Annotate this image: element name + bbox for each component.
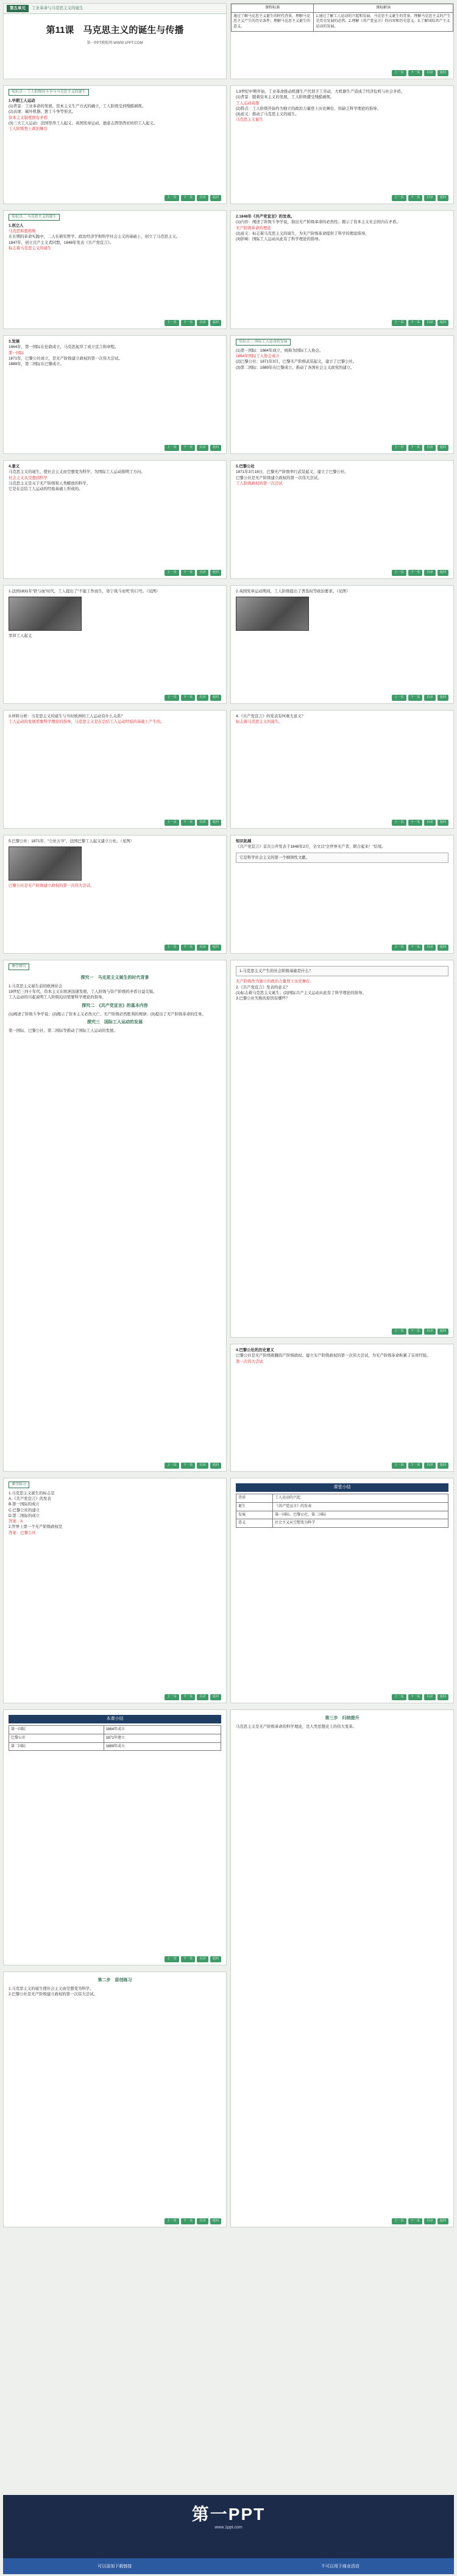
history-photo <box>236 597 309 631</box>
back-button[interactable]: 返回 <box>210 1694 221 1700</box>
back-button[interactable]: 返回 <box>438 70 448 76</box>
text: 1.马克思主义诞生前的欧洲社会 <box>9 984 63 988</box>
slide-review <box>3 1709 227 1965</box>
back-button[interactable]: 返回 <box>210 1956 221 1962</box>
toc-button[interactable]: 目录 <box>197 945 208 951</box>
option-b: B.第一国际的成立 <box>9 1502 40 1507</box>
slide-paris-commune <box>230 460 454 579</box>
toc-button[interactable]: 目录 <box>424 1463 435 1469</box>
table-cell: 诞生 <box>236 1502 273 1511</box>
toc-button[interactable]: 目录 <box>424 820 435 826</box>
heading: 1.创立人 <box>9 223 24 228</box>
next-button[interactable]: 下一页 <box>408 695 423 701</box>
toc-button[interactable]: 目录 <box>197 695 208 701</box>
answer-text: 标志着马克思主义的诞生 <box>9 246 52 250</box>
back-button[interactable]: 返回 <box>438 320 448 326</box>
slide-nav <box>392 695 448 701</box>
answer-text: 答案：巴黎公社 <box>9 1530 36 1535</box>
back-button[interactable]: 返回 <box>210 820 221 826</box>
question-text: 1.法国1831年“铁与血”时代，工人提出了“不能工作而生，毋宁战斗而死”的口号。（见图） <box>9 589 160 594</box>
table-cell: 背景 <box>236 1494 273 1503</box>
answer-text: 无产阶级作为独立的政治力量登上历史舞台。 <box>236 979 314 984</box>
slide-nav <box>165 1694 221 1700</box>
text: 2.《共产党宣言》发表的意义？ <box>236 985 290 990</box>
toc-button[interactable]: 目录 <box>197 195 208 201</box>
slide-nav <box>392 1329 448 1335</box>
table-head: 课标解读 <box>314 4 453 13</box>
next-button[interactable]: 下一页 <box>181 820 196 826</box>
table-cell: 通过了解马克思主义诞生的时代背景，理解马克思主义产生的历史条件；理解马克思主义诞生的意义。 <box>232 12 314 31</box>
table-head: 课程标准 <box>232 4 314 13</box>
knowledge-tag: 知识点三 国际工人运动的发展 <box>236 339 291 346</box>
answer-text: 马克思和恩格斯 <box>9 229 36 233</box>
slide-nav <box>165 570 221 576</box>
prev-button[interactable]: 上一页 <box>165 320 179 326</box>
slide-standards <box>230 3 454 79</box>
next-button[interactable]: 下一页 <box>408 445 423 451</box>
toc-button[interactable]: 目录 <box>424 695 435 701</box>
heading: 3.发展 <box>9 339 20 344</box>
footer-banner <box>3 2495 454 2574</box>
next-button[interactable]: 下一页 <box>408 70 423 76</box>
toc-button[interactable]: 目录 <box>197 570 208 576</box>
prev-button[interactable]: 上一页 <box>392 195 406 201</box>
next-button[interactable]: 下一页 <box>408 195 423 201</box>
prev-button[interactable]: 上一页 <box>392 695 406 701</box>
prev-button[interactable]: 上一页 <box>165 945 179 951</box>
next-button[interactable]: 下一页 <box>408 1694 423 1700</box>
next-button[interactable]: 下一页 <box>408 570 423 576</box>
knowledge-tag: 知识点一 工人阶级的斗争与马克思主义的诞生 <box>9 89 89 96</box>
text: 1864年，第一国际在伦敦成立，马克思起草了成立宣言和章程。 <box>9 345 119 350</box>
back-button[interactable]: 返回 <box>438 445 448 451</box>
brand-url: www.1ppt.com <box>214 2525 243 2530</box>
slide-nav <box>165 1956 221 1962</box>
answer-text: 第一次伟大尝试 <box>236 1359 263 1364</box>
slide-exercise <box>3 1478 227 1703</box>
answer-text: 标志着马克思主义的诞生。 <box>236 720 283 725</box>
prev-button[interactable]: 上一页 <box>392 1329 406 1335</box>
text: (3)第二国际：1889年在巴黎成立，推动了各国社会主义政党的建立。 <box>236 365 355 370</box>
next-button[interactable]: 下一页 <box>408 945 423 951</box>
prev-button[interactable]: 上一页 <box>392 320 406 326</box>
question-text: 1.马克思主义诞生的标志是 <box>9 1491 55 1496</box>
table-cell: 巴黎公社 <box>9 1734 104 1742</box>
slide-nav <box>392 70 448 76</box>
standards-table <box>231 4 453 32</box>
next-button[interactable]: 下一页 <box>181 945 196 951</box>
table-cell: 意义 <box>236 1519 273 1528</box>
text: 在长期的革命实践中，二人在研究哲学、政治经济学和科学社会主义的基础上，创立了马克思主义。 <box>9 235 180 240</box>
table-row <box>236 1511 448 1519</box>
prev-button[interactable]: 上一页 <box>165 1694 179 1700</box>
footer-bar <box>3 2558 454 2574</box>
slide-summary <box>230 1478 454 1703</box>
section-title: 探究二 《共产党宣言》的基本内容 <box>82 1003 148 1008</box>
question-text: 4.《共产党宣言》的发表有何重大意义？ <box>236 714 305 719</box>
toc-button[interactable]: 目录 <box>197 1694 208 1700</box>
unit-badge: 第五单元 <box>7 5 29 12</box>
next-button[interactable]: 下一页 <box>181 1694 196 1700</box>
slide-question-4 <box>230 710 454 829</box>
toc-button[interactable]: 目录 <box>197 1956 208 1962</box>
back-button[interactable]: 返回 <box>210 1463 221 1469</box>
answer-text: 答案：A <box>9 1519 23 1524</box>
prev-button[interactable]: 上一页 <box>165 195 179 201</box>
answer-text: 工人阶级登上政治舞台 <box>9 127 48 132</box>
slide-nav <box>392 1463 448 1469</box>
slide-nav <box>165 320 221 326</box>
prev-button[interactable]: 上一页 <box>165 695 179 701</box>
table-row <box>236 1502 448 1511</box>
slide-significance <box>3 460 227 579</box>
prev-button[interactable]: 上一页 <box>392 945 406 951</box>
back-button[interactable]: 返回 <box>438 695 448 701</box>
slide-nav <box>165 1463 221 1469</box>
toc-button[interactable]: 目录 <box>197 445 208 451</box>
prev-button[interactable]: 上一页 <box>165 820 179 826</box>
next-button[interactable]: 下一页 <box>181 445 196 451</box>
slide-title <box>3 3 227 79</box>
prev-button[interactable]: 上一页 <box>165 1463 179 1469</box>
slide-manifesto <box>230 210 454 329</box>
footer-link-download[interactable]: 可以添加下载链接 <box>97 2564 132 2569</box>
table-cell: 发展 <box>236 1511 273 1519</box>
next-button[interactable]: 下一页 <box>181 570 196 576</box>
question-box: 1.马克思主义产生的社会阶级基础是什么？ <box>236 966 448 976</box>
knowledge-tag: 知识点二 马克思主义的诞生 <box>9 214 60 221</box>
table-row <box>9 1726 221 1734</box>
slide-inquiry <box>3 960 227 1472</box>
slide-nav <box>392 1694 448 1700</box>
back-button[interactable]: 返回 <box>438 945 448 951</box>
back-button[interactable]: 返回 <box>210 195 221 201</box>
slide-practice <box>3 1971 227 2227</box>
question-text: 2.英国宪章运动期间，工人阶级提出了普选权等政治要求。（见图） <box>236 589 350 594</box>
prev-button[interactable]: 上一页 <box>392 445 406 451</box>
heading: 2.1848年《共产党宣言》的发表。 <box>236 215 295 219</box>
table-cell: 1864年成立 <box>104 1726 221 1734</box>
text: 1889年，第二国际在巴黎成立。 <box>9 362 64 367</box>
back-button[interactable]: 返回 <box>438 2218 448 2224</box>
text: (3)三大工人运动：法国里昂工人起义、英国宪章运动、德意志西里西亚纺织工人起义。 <box>9 121 158 126</box>
back-button[interactable]: 返回 <box>210 570 221 576</box>
back-button[interactable]: 返回 <box>210 2218 221 2224</box>
photo-caption: 里昂工人起义 <box>9 634 32 639</box>
prev-button[interactable]: 上一页 <box>165 2218 179 2224</box>
answer-text: 工人阶级政权的第一次尝试 <box>236 481 283 486</box>
exercise-tag: 课堂练习 <box>9 1481 29 1488</box>
section-title: 探究一 马克思主义诞生的时代背景 <box>80 975 149 980</box>
answer-text: 工人运动高涨 <box>236 101 260 105</box>
slide-nav <box>165 445 221 451</box>
back-button[interactable]: 返回 <box>438 195 448 201</box>
history-photo <box>9 597 82 631</box>
text: (2)表现：破坏机器、罢工斗争等形式。 <box>9 110 76 115</box>
answer-text: 资本主义制度固有矛盾 <box>9 115 48 120</box>
table-row <box>9 1742 221 1751</box>
text: 1871年，巴黎公社成立，是无产阶级建立政权的第一次伟大尝试。 <box>9 356 122 361</box>
text: (1)背景：随着资本主义的发展，工人阶级遭受残酷剥削。 <box>236 95 335 100</box>
question-text: 2.世界上第一个无产阶级政权是 <box>9 1525 63 1530</box>
brand-logo: 第一PPT <box>191 2505 266 2524</box>
info-box: 它是科学社会主义的第一个纲领性文献。 <box>236 853 448 863</box>
back-button[interactable]: 返回 <box>210 695 221 701</box>
prev-button[interactable]: 上一页 <box>392 570 406 576</box>
answer-text: 社会主义从空想到科学 <box>9 475 48 480</box>
back-button[interactable]: 返回 <box>210 445 221 451</box>
table-cell: 第一国际、巴黎公社、第二国际 <box>273 1511 448 1519</box>
text: 1.马克思主义的诞生使社会主义由空想变为科学。 <box>9 1987 94 1992</box>
slide-nav <box>392 2218 448 2224</box>
answer-text: 第一国际 <box>9 350 24 355</box>
next-button[interactable]: 下一页 <box>181 1956 196 1962</box>
text: 巴黎公社是无产阶级建立政权的第一次伟大尝试。 <box>236 475 322 480</box>
heading: 4.意义 <box>9 464 20 469</box>
review-table <box>9 1725 221 1751</box>
section-title: 第二步 原创练习 <box>97 1978 132 1982</box>
text: (1)内容：阐述了阶级斗争学说，指出无产阶级革命的必然性；揭示了资本主义社会的内在矛盾。 <box>236 220 400 225</box>
slide-knowledge-1b <box>230 85 454 204</box>
text: (2)意义：标志着马克思主义的诞生，为无产阶级革命提供了科学的理论指导。 <box>236 231 369 236</box>
review-banner: 本课小结 <box>9 1715 221 1723</box>
next-button[interactable]: 下一页 <box>181 1463 196 1469</box>
answer-text: 工人运动的发展需要科学理论的指导，马克思主义是在总结工人运动经验的基础上产生的。 <box>9 720 165 725</box>
heading: 5.巴黎公社 <box>236 464 255 469</box>
prev-button[interactable]: 上一页 <box>392 1463 406 1469</box>
table-cell: 1.通过了解工人运动的兴起和发展、马克思主义诞生的背景，理解马克思主义的产生是历史发展的必然。2.理解《共产党宣言》的内容和历史意义。3.了解国际共产主义运动的发展。 <box>314 12 453 31</box>
lesson-title: 第11课 马克思主义的诞生与传播 <box>46 25 184 35</box>
heading: 知识拓展 <box>236 839 252 843</box>
slide-nav <box>165 195 221 201</box>
answer-text: 无产阶级革命的理论 <box>236 225 271 230</box>
back-button[interactable]: 返回 <box>438 1694 448 1700</box>
toc-button[interactable]: 目录 <box>424 945 435 951</box>
text: (1)背景：工业革命的发展，资本主义生产方式的确立，工人阶级受到残酷剥削。 <box>9 104 146 108</box>
text: 2.巴黎公社是无产阶级建立政权的第一次伟大尝试。 <box>9 1992 97 1997</box>
prev-button[interactable]: 上一页 <box>392 1694 406 1700</box>
slide-nav <box>165 945 221 951</box>
table-row <box>236 1519 448 1528</box>
text: (1)第一国际：1864年成立，统称为国际工人协会。 <box>236 348 324 353</box>
footer-note: 不可以用于商业活动 <box>321 2564 360 2569</box>
text: 巴黎公社是无产阶级推翻资产阶级政权、建立无产阶级政权的第一次伟大尝试，为无产阶级革命积累了宝贵经验。 <box>236 1354 431 1358</box>
slide-question-2 <box>230 585 454 704</box>
text: 1871年3月18日，巴黎无产阶级举行武装起义，建立了巴黎公社。 <box>236 470 349 475</box>
summary-table <box>236 1494 448 1528</box>
prev-button[interactable]: 上一页 <box>165 570 179 576</box>
text: 马克思主义的诞生，使社会主义由空想变为科学，为国际工人运动指明了方向。 <box>9 470 145 475</box>
next-button[interactable]: 下一页 <box>408 820 423 826</box>
option-d: D.第二国际的成立 <box>9 1513 40 1518</box>
unit-title: 工业革命与马克思主义的诞生 <box>32 6 83 11</box>
prev-button[interactable]: 上一页 <box>165 1956 179 1962</box>
table-cell: 第一国际 <box>9 1726 104 1734</box>
next-button[interactable]: 下一页 <box>181 320 196 326</box>
inquiry-tag: 课堂探究 <box>9 963 29 970</box>
table-cell: 第二国际 <box>9 1742 104 1751</box>
next-button[interactable]: 下一页 <box>408 320 423 326</box>
back-button[interactable]: 返回 <box>210 945 221 951</box>
slide-knowledge-2 <box>3 210 227 329</box>
slide-development <box>3 335 227 454</box>
next-button[interactable]: 下一页 <box>408 2218 423 2224</box>
slide-header <box>4 4 226 14</box>
prev-button[interactable]: 上一页 <box>165 445 179 451</box>
back-button[interactable]: 返回 <box>438 820 448 826</box>
text: (2)巴黎公社：1871年3月，巴黎无产阶级武装起义，建立了巴黎公社。 <box>236 360 357 364</box>
table-row <box>236 1494 448 1503</box>
summary-banner: 课堂小结 <box>236 1483 448 1492</box>
text: (1)标志着马克思主义诞生；(2)国际共产主义运动从此有了科学理论的指导。 <box>236 990 366 995</box>
text: 马克思主义是关于无产阶级和人类解放的科学。 <box>9 481 91 486</box>
heading: 1.早期工人运动 <box>9 98 35 103</box>
question-text: 5.巴黎公社：1871年，“公社万岁”，法国巴黎工人起义建立公社。（见图） <box>9 839 134 843</box>
answer-text: 1864年国际工人协会成立 <box>236 353 280 358</box>
table-cell: 1871年建立 <box>104 1734 221 1742</box>
toc-button[interactable]: 目录 <box>424 70 435 76</box>
prev-button[interactable]: 上一页 <box>392 2218 406 2224</box>
slide-knowledge-1 <box>3 85 227 204</box>
text: 工人运动的兴起说明工人阶级迫切需要科学理论的指导。 <box>9 995 106 1000</box>
text: 第一国际、巴黎公社、第二国际等推动了国际工人运动的发展。 <box>9 1029 118 1034</box>
prev-button[interactable]: 上一页 <box>392 70 406 76</box>
toc-button[interactable]: 目录 <box>424 1694 435 1700</box>
slide-nav <box>165 2218 221 2224</box>
slide-question-1 <box>3 585 227 704</box>
back-button[interactable]: 返回 <box>438 1329 448 1335</box>
next-button[interactable]: 下一页 <box>408 1463 423 1469</box>
slide-nav <box>165 820 221 826</box>
text: (3)意义：推动了马克思主义的诞生。 <box>236 112 299 117</box>
section-title: 第三步 归纳提升 <box>325 1716 360 1720</box>
slide-commune-significance <box>230 1344 454 1472</box>
slide-conclusion <box>230 1709 454 2227</box>
slide-question-3 <box>3 710 227 829</box>
back-button[interactable]: 返回 <box>210 320 221 326</box>
text: 3.巴黎公社失败的原因有哪些？ <box>236 996 290 1001</box>
next-button[interactable]: 下一页 <box>181 2218 196 2224</box>
slide-nav <box>392 195 448 201</box>
answer-text: 马克思主义诞生 <box>236 118 263 122</box>
back-button[interactable]: 返回 <box>438 1463 448 1469</box>
slide-nav <box>165 695 221 701</box>
toc-button[interactable]: 目录 <box>424 570 435 576</box>
slide-question-5 <box>3 835 227 954</box>
slide-nav <box>392 570 448 576</box>
slide-nav <box>392 445 448 451</box>
text: (2)特点：工人阶级开始作为独立的政治力量登上历史舞台，但缺乏科学理论的指导。 <box>236 106 381 111</box>
slide-nav <box>392 945 448 951</box>
option-c: C.巴黎公社的建立 <box>9 1508 40 1513</box>
table-cell: 工人运动的兴起 <box>273 1494 448 1503</box>
slide-inquiry-answers <box>230 960 454 1338</box>
heading: 4.巴黎公社的历史意义 <box>236 1348 274 1352</box>
next-button[interactable]: 下一页 <box>408 1329 423 1335</box>
prev-button[interactable]: 上一页 <box>392 820 406 826</box>
toc-button[interactable]: 目录 <box>424 445 435 451</box>
toc-button[interactable]: 目录 <box>197 820 208 826</box>
history-photo <box>9 846 82 881</box>
slide-nav <box>392 320 448 326</box>
site-url: 第一PPT模板网-WWW.1PPT.COM <box>87 41 143 45</box>
slide-knowledge-3 <box>230 335 454 454</box>
next-button[interactable]: 下一页 <box>181 195 196 201</box>
section-title: 探究三 国际工人运动的发展 <box>87 1020 143 1025</box>
next-button[interactable]: 下一页 <box>181 695 196 701</box>
toc-button[interactable]: 目录 <box>424 1329 435 1335</box>
table-cell: 1889年成立 <box>104 1742 221 1751</box>
table-cell: 《共产党宣言》的发表 <box>273 1502 448 1511</box>
text: 1.8世纪中期开始，工业革命推动机器生产代替手工劳动，大机器生产造成了经济危机与社会矛盾。 <box>236 90 405 94</box>
toc-button[interactable]: 目录 <box>197 1463 208 1469</box>
text: 马克思主义是无产阶级革命的科学理论，是人类思想史上的伟大变革。 <box>236 1725 357 1730</box>
text: 它是在总结工人运动的经验基础上形成的。 <box>9 487 83 492</box>
text: 19世纪三四十年代，资本主义在欧洲迅速发展，工人阶级与资产阶级的矛盾日益尖锐。 <box>9 990 157 995</box>
text: 《共产党宣言》首次公开发表于1848年2月，全文以“全世界无产者，联合起来！”结尾。 <box>236 845 386 850</box>
toc-button[interactable]: 目录 <box>424 320 435 326</box>
text: (1)阐述了阶级斗争学说；(2)揭示了资本主义必然灭亡、无产阶级必然胜利的规律；(3)提出了无产阶级革命的任务。 <box>9 1012 206 1017</box>
option-a: A.《共产党宣言》的发表 <box>9 1496 51 1501</box>
toc-button[interactable]: 目录 <box>424 195 435 201</box>
question-text: 3.材料分析：马克思主义的诞生与当时欧洲的工人运动有什么关系？ <box>9 714 125 719</box>
slide-extension <box>230 835 454 954</box>
back-button[interactable]: 返回 <box>438 570 448 576</box>
text: 1847年，创立共产主义者同盟，1848年发表《共产党宣言》。 <box>9 240 114 245</box>
toc-button[interactable]: 目录 <box>197 320 208 326</box>
table-row <box>9 1734 221 1742</box>
text: (3)影响：国际工人运动从此有了科学理论的指导。 <box>236 237 323 242</box>
answer-text: 巴黎公社是无产阶级建立政权的第一次伟大尝试。 <box>9 884 94 889</box>
slide-nav <box>392 820 448 826</box>
toc-button[interactable]: 目录 <box>197 2218 208 2224</box>
table-cell: 社会主义从空想变为科学 <box>273 1519 448 1528</box>
toc-button[interactable]: 目录 <box>424 2218 435 2224</box>
